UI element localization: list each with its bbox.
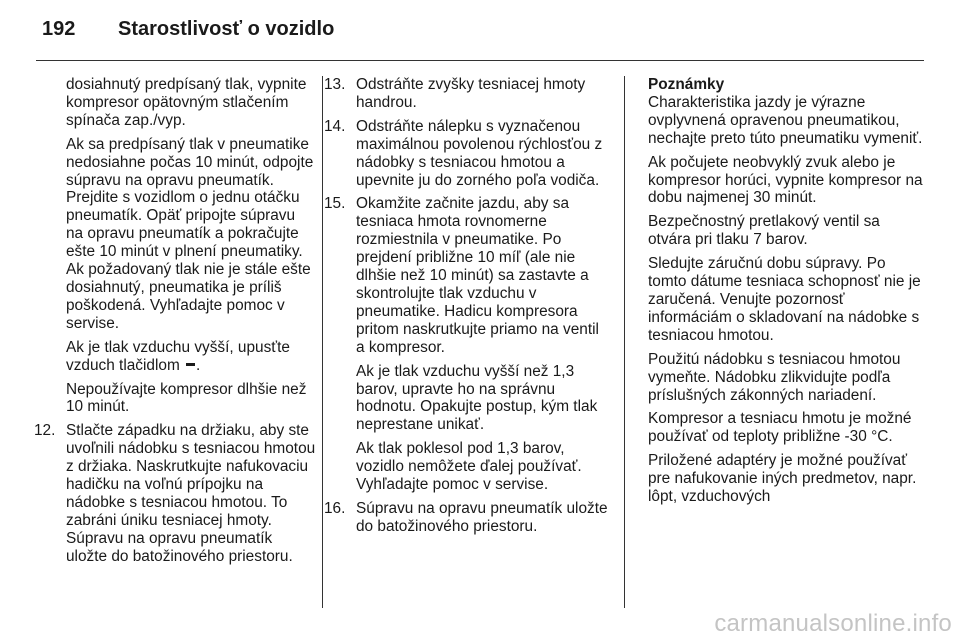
note-4: Sledujte záručnú dobu súpravy. Po tomto dátume tesniaca schopnosť nie je zaručená. Venujte pozornosť informáciám o skladovaní na nádobke s tesniacou hmotou. [648,255,921,344]
column-1 [34,76,316,572]
column-divider-1 [322,76,323,608]
list-item-number: 16. [324,499,346,517]
list-item-16 [324,499,608,536]
page-title: Starostlivosť o vozidlo [118,18,335,40]
list-item-15 [324,195,608,494]
note-5: Použitú nádobku s tesniacou hmotou vymeňte. Nádobku zlikvidujte podľa príslušných zákonných nariadení. [648,350,901,404]
paragraph-3-end: . [196,356,201,374]
minus-icon [186,363,195,366]
page-header [42,18,334,46]
list-item-number: 14. [324,117,346,135]
paragraph-2: Ak sa predpísaný tlak v pneumatike nedosiahne počas 10 minút, odpojte súpravu na opravu pneumatík. Prejdite s vozidlom o jednu otáčku pneumatík. Opäť pripojte súpravu na opravu pneumatík a pokračujte ešte 10 minút v plnení pneumatiky. Ak požadovaný tlak nie je stále ešte dosiahnutý, pneumatika je príliš poškodená. Vyhľadajte pomoc v servise. [66,135,314,332]
column-3 [648,76,924,512]
note-7: Priložené adaptéry je možné používať pre nafukovanie iných predmetov, napr. lôpt, vzduchových [648,452,917,506]
column-divider-2 [624,76,625,608]
list-item-number: 12. [34,422,56,440]
list-item-text: Odstráňte nálepku s vyznačenou maximálnou povolenou rýchlosťou z nádobky s tesniacou hmotou a upevnite ju do zorného poľa vodiča. [356,117,603,189]
paragraph-1: dosiahnutý predpísaný tlak, vypnite kompresor opätovným stlačením spínača zap./vyp. [66,76,307,129]
header-rule [36,60,924,61]
list-item-text: Súpravu na opravu pneumatík uložte do batožinového priestoru. [356,499,608,535]
list-item-text: Okamžite začnite jazdu, aby sa tesniaca hmota rovnomerne rozmiestnila v pneumatike. Po prejdení približne 10 míľ (ale nie dlhšie než 10 minút) sa zastavte a skontrolujte tlak vzduchu v pneumatike. Hadicu kompresora pritom naskrutkujte priamo na ventil a kompresor. [356,195,599,356]
list-item-text: Stlačte západku na držiaku, aby ste uvoľnili nádobku s tesniacou hmotou z držiaka. Naskrutkujte nafukovaciu hadičku na voľnú prípojku na nádobke s tesniacou hmotou. To zabráni úniku tesniacej hmoty. Súpravu na opravu pneumatík uložte do batožinového priestoru. [66,422,316,565]
note-2: Ak počujete neobvyklý zvuk alebo je kompresor horúci, vypnite kompresor na dobu najmenej 30 minút. [648,153,923,207]
list-item-text: Odstráňte zvyšky tesniacej hmoty handrou. [356,76,586,111]
paragraph-4: Nepoužívajte kompresor dlhšie než 10 minút. [66,380,307,416]
list-item-number: 13. [324,76,346,93]
note-6: Kompresor a tesniacu hmotu je možné používať od teploty približne -30 °C. [648,410,912,446]
list-item-number: 15. [324,195,346,213]
list-item-15-note-1: Ak je tlak vzduchu vyšší než 1,3 barov, upravte ho na správnu hodnotu. Opakujte postup, kým tlak neprestane unikať. [356,362,598,434]
list-item-13 [324,76,608,112]
list-item-15-note-2: Ak tlak poklesol pod 1,3 barov, vozidlo nemôžete ďalej používať. Vyhľadajte pomoc v servise. [356,440,582,494]
list-item-12 [34,422,316,565]
notes-heading: Poznámky [648,76,725,93]
column-2 [324,76,608,542]
watermark: carmanualsonline.info [714,610,952,637]
list-item-14 [324,117,608,190]
page-number: 192 [42,18,76,40]
note-1: Charakteristika jazdy je výrazne ovplyvnená opravenou pneumatikou, nechajte preto túto pneumatiku vymeniť. [648,93,923,147]
paragraph-3-text: Ak je tlak vzduchu vyšší, upusťte vzduch tlačidlom [66,338,290,374]
note-3: Bezpečnostný pretlakový ventil sa otvára pri tlaku 7 barov. [648,213,880,249]
paragraph-3 [44,339,316,375]
